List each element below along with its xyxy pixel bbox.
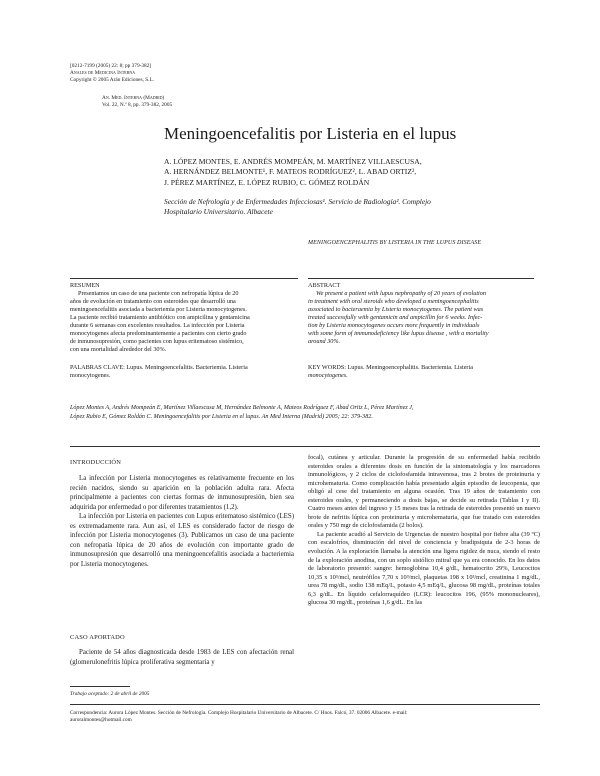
footer-rule-2 (70, 704, 540, 705)
article-title: Meningoencefalitis por Listeria en el lupus (164, 124, 457, 143)
abstract-heading: ABSTRACT (308, 282, 341, 289)
resumen-keywords (70, 364, 302, 380)
abstract-top-rule (308, 278, 534, 279)
authors-block (164, 157, 564, 188)
journal-name: Anales de Medicina Interna (70, 69, 136, 76)
abstract-line: treated successfully with gentamicin and ampicillin for 6 weeks. Infec- (308, 314, 483, 321)
authors-line-2: A. HERNÁNDEZ BELMONTE¹, F. MATEOS RODRÍGUEZ², L. ABAD ORTIZ², (164, 167, 417, 177)
footer-rule (70, 686, 130, 687)
citation-text-line-2: López Rubio E, Gómez Roldán C. Meningoencefalitis por Listeria en el lupus. An Med Interna (Madrid) 2005; 22: 379-382. (70, 414, 373, 421)
accepted-date: Trabajo aceptado: 2 de abril de 2005 (70, 691, 150, 697)
abstract-keywords-line-1: KEY WORDS: Lupus. Meningoencephalitis. Bacteriemia. Listeria (308, 364, 473, 371)
resumen-heading: RESUMEN (70, 282, 100, 289)
right-paragraph-1: focal), cutánea y articular. Durante la progresión de su enfermedad había recibido esteroides orales a diferentes dosis en función de la sintomatología y los marcadores inmunológicos, y 2 ciclos de ciclofosfamida intravenosa, tras 2 brotes de proteinuria y microhematuria. Como complicación había presentado algún episodio de leucopenia, que obligó al cese del tratamiento en alguna ocasión. Tras 19 años de tratamiento con esteroides orales, y permaneciendo a dosis bajas, se decide su retirada (Tablas I y II). Cuatro meses antes del ingreso y 15 meses tras la retirada de esteroides presentó un nuevo brote de nefritis lúpica con proteinuria y microhematuria, que fue tratado con esteroides orales y 750 mgr de ciclofosfamida (2 bolos). (308, 454, 540, 530)
abstract-line: associated to bacteraemia by Listeria monocytogenes. The patient was (308, 306, 484, 313)
resumen-line: de inmunosupresión, como pacientes con lupus eritematoso sistémico, (70, 338, 244, 345)
issn-line: [0212-7199 (2005) 22: 8; pp 379-382] (70, 63, 152, 69)
introduccion-heading: INTRODUCCIÓN (70, 459, 122, 466)
citation-text-line-1: López Montes A, Andrés Mompeán E, Martínez Villaescusa M, Hernández Belmonte A, Mateos Rodríguez F, Abad Ortiz L, Pérez Martínez J, (70, 405, 414, 411)
introduccion-body (70, 474, 294, 569)
abstract-body (308, 290, 538, 346)
caso-paragraph-1: Paciente de 54 años diagnosticada desde 1983 de LES con afectación renal (glomerulonefritis lúpica proliferativa segmentaria y (70, 649, 294, 666)
journal-header (70, 63, 210, 83)
citation-line-1: An. Med. Interna (Madrid) (102, 95, 165, 101)
english-title: MENINGOENCEPHALITIS BY LISTERIA IN THE LUPUS DISEASE (308, 240, 482, 246)
resumen-top-rule (70, 278, 298, 279)
resumen-line: monocytogenes afecta predominantemente a pacientes con cierto grado (70, 330, 247, 337)
citation-block (70, 404, 540, 423)
resumen-line: meningoencefalitis asociada a bacteriemia por Listeria monocytogenes. (70, 306, 247, 313)
resumen-line: La paciente recibió tratamiento antibiótico con ampicilina y gentamicina (70, 314, 250, 321)
abstract-line: tion by Listeria monocytogenes occurs more frequently in individuals (308, 322, 480, 329)
resumen-body (70, 290, 302, 354)
resumen-keywords-line-1: PALABRAS CLAVE: Lupus. Meningoencefalitis. Bacteriemia. Listeria (70, 364, 248, 371)
caso-heading: CASO APORTADO (70, 634, 125, 641)
resumen-line: durante 6 semanas con excelentes resultados. La infección por Listeria (70, 322, 245, 329)
authors-line-1: A. LÓPEZ MONTES, E. ANDRÉS MOMPEÁN, M. MARTÍNEZ VILLAESCUSA, (164, 157, 422, 166)
resumen-line: con una mortalidad alrededor del 30%. (70, 346, 167, 353)
body-top-rule (70, 446, 540, 447)
resumen-line: Presentamos un caso de una paciente con nefropatía lúpica de 20 (78, 290, 239, 297)
resumen-line: años de evolución en tratamiento con esteroides que desarrolló una (70, 298, 236, 305)
affiliation-line-2: Hospitalario Universitario. Albacete (164, 207, 273, 217)
right-paragraph-2: La paciente acudió al Servicio de Urgencias de nuestro hospital por fiebre alta (39 ºC) con escalofríos, disminución del nivel de conciencia y bradipsiquia de 2-3 horas de evolución. A la exploración llamaba la atención una ligera rigidez de nuca, siendo el resto de la exploración anodina, con un soplo sistólico mitral que ya era conocido. En los datos de laboratorio presentó: sangre: hemoglobina 10,4 g/dL, hematocrito 29%, Leucocitos 10,35 x 10³/mcl, neutrófilos 7,70 x 10³/mcl, plaquetas 198 x 10³/mcl, creatinina 1 mg/dL, urea 78 mg/dL, sodio 138 mEq/L, potasio 4,5 mEq/L, glucosa 98 mg/dL, proteínas totales 6,3 g/dL. En líquido cefalorraquídeo (LCR): leucocitos 196, (95% mononucleares), glucosa 30 mg/dL, proteínas 1,6 g/dL. En las (308, 530, 540, 607)
introduccion-paragraph-1: La infección por Listeria monocytogenes es relativamente frecuente en los recién nacidos, siendo su aparición en la población adulta rara. Afecta principalmente a pacientes con ciertas formas de inmunosupresión, bien sea adquirida por enfermedad o por diferentes tratamientos (1,2). (70, 475, 294, 511)
abstract-line: We present a patient with lupus nephropathy of 20 years of evolution (316, 290, 486, 297)
resumen-keywords-line-2: monocytogenes. (70, 372, 111, 379)
copyright-line: Copyright © 2005 Arán Ediciones, S.L. (70, 76, 155, 83)
introduccion-paragraph-2: La infección por Listeria en pacientes con Lupus eritematoso sistémico (LES) es extremadamente rara. Aun así, el LES es considerado factor de riesgo de infección por Listeria monocytogenes (3). Publicamos un caso de una paciente con nefropatía lúpica de 20 años de evolución con importante grado de inmunosupresión que desarrolló una meningoencefalitis asociada a bacteriemia por Listeria monocytogenes. (70, 513, 294, 568)
abstract-line: with some form of immunodeficiency like lupus disease , with a mortality (308, 330, 489, 337)
abstract-keywords-line-2: monocytogenes. (308, 372, 348, 379)
abstract-line: around 30%. (308, 338, 341, 345)
affiliation-line-1: Sección de Nefrología y de Enfermedades Infecciosas¹. Servicio de Radiología². Complejo (164, 197, 431, 206)
authors-line-3: J. PÉREZ MARTÍNEZ, E. LÓPEZ RUBIO, C. GÓMEZ ROLDÁN (164, 177, 370, 187)
caso-body (70, 648, 294, 667)
abstract-line: in treatment with oral steroids who developed a meningoencephalitis (308, 298, 479, 305)
correspondence-line-1: Correspondencia: Aurora López Montes. Sección de Nefrología. Complejo Hospitalario Universitario de Albacete. C/ Hnos. Falcó, 37. 02006 Albacete. e-mail: (70, 710, 408, 716)
correspondence (70, 710, 540, 724)
abstract-keywords (308, 364, 538, 380)
affiliation (164, 197, 564, 217)
citation-header (102, 95, 222, 109)
right-column (308, 454, 540, 608)
citation-line-2: Vol. 22, N.º 8, pp. 379-382, 2005 (102, 101, 173, 108)
correspondence-email[interactable]: auroralmontes@hotmail.com (70, 716, 132, 723)
